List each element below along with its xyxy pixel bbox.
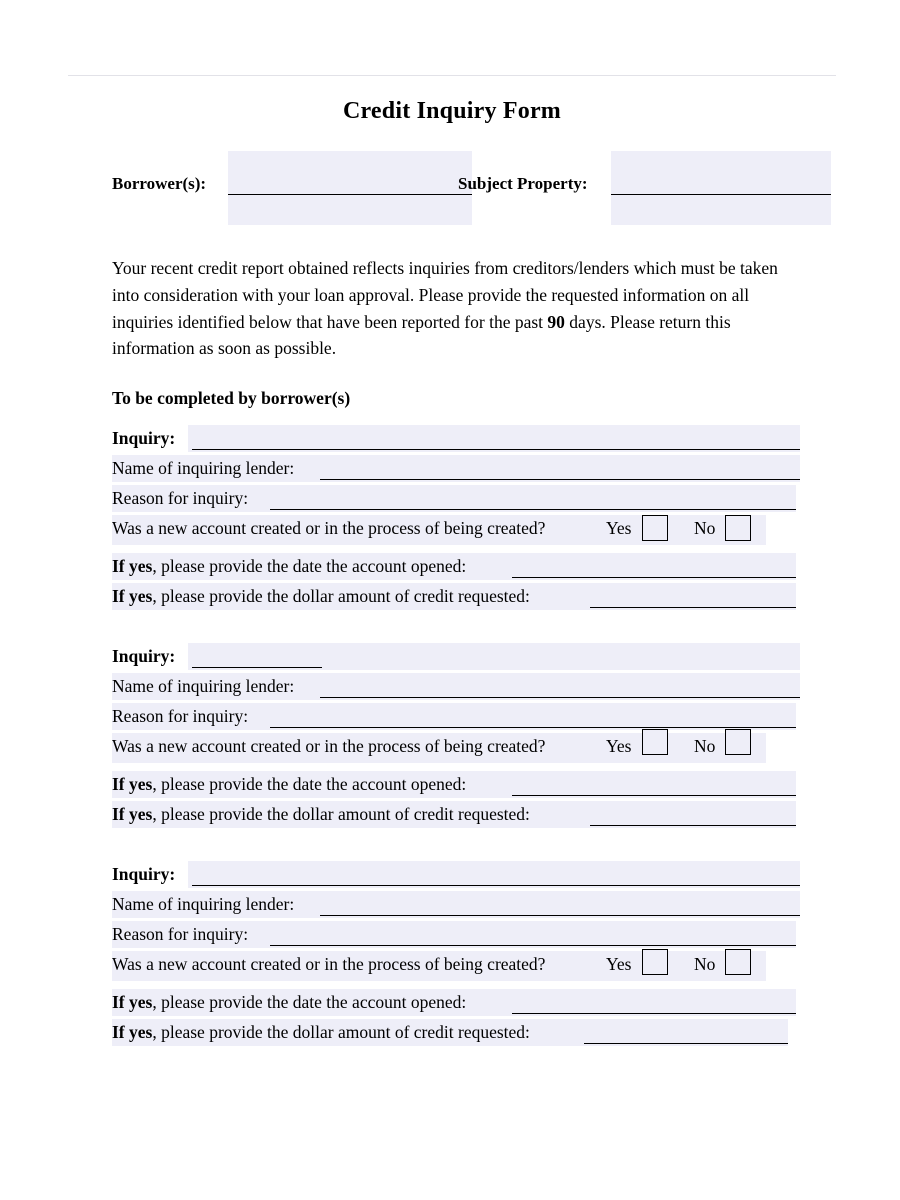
date-opened-row bbox=[112, 553, 836, 583]
if-yes-bold: If yes bbox=[112, 556, 153, 577]
page-title: Credit Inquiry Form bbox=[342, 98, 562, 124]
new-account-label: Was a new account created or in the process of being created? bbox=[112, 518, 546, 539]
if-yes-bold: If yes bbox=[112, 774, 153, 795]
inquiry-input-2[interactable] bbox=[188, 643, 800, 670]
inquiry-row bbox=[112, 425, 836, 455]
form-sheet bbox=[68, 75, 836, 1049]
date-opened-row bbox=[112, 771, 836, 801]
block-spacer bbox=[68, 831, 836, 845]
lender-row bbox=[112, 891, 836, 921]
no-label: No bbox=[694, 954, 716, 975]
reason-label: Reason for inquiry: bbox=[112, 706, 249, 727]
block-spacer bbox=[68, 613, 836, 627]
reason-underline bbox=[270, 945, 796, 946]
date-opened-text: , please provide the date the account opened: bbox=[152, 992, 467, 1013]
date-opened-underline bbox=[512, 577, 796, 578]
inquiry-input-3[interactable] bbox=[188, 861, 800, 888]
date-opened-underline bbox=[512, 1013, 796, 1014]
dollar-amount-row bbox=[112, 583, 836, 613]
header-fields-row bbox=[68, 151, 836, 229]
date-opened-label bbox=[112, 774, 466, 795]
inquiry-block-3 bbox=[68, 861, 836, 1049]
instructions-days: 90 bbox=[547, 311, 565, 332]
lender-label: Name of inquiring lender: bbox=[112, 458, 295, 479]
lender-underline bbox=[320, 479, 800, 480]
dollar-amount-label bbox=[112, 586, 530, 607]
lender-label: Name of inquiring lender: bbox=[112, 894, 295, 915]
lender-row bbox=[112, 455, 836, 485]
date-opened-underline bbox=[512, 795, 796, 796]
no-checkbox-2[interactable] bbox=[725, 729, 751, 755]
yes-label: Yes bbox=[606, 954, 632, 975]
instructions-part-1: Your recent credit report obtained reflects inquiries from creditors/lenders which must be taken into consideration with your loan approval. Please provide the requested information on all inquiries identified below that have been reported for the past bbox=[112, 258, 778, 332]
new-account-label: Was a new account created or in the process of being created? bbox=[112, 954, 546, 975]
date-opened-text: , please provide the date the account opened: bbox=[152, 556, 467, 577]
yes-checkbox-3[interactable] bbox=[642, 949, 668, 975]
no-label: No bbox=[694, 736, 716, 757]
lender-row bbox=[112, 673, 836, 703]
dollar-amount-row bbox=[112, 1019, 836, 1049]
instructions-part-2: days. Please return this information as soon as possible. bbox=[112, 311, 731, 359]
borrower-input[interactable] bbox=[228, 151, 472, 225]
dollar-amount-underline bbox=[590, 607, 796, 608]
inquiry-row bbox=[112, 643, 836, 673]
reason-row bbox=[112, 921, 836, 951]
dollar-amount-text: , please provide the dollar amount of credit requested: bbox=[152, 1022, 530, 1043]
new-account-row bbox=[112, 951, 836, 989]
reason-underline bbox=[270, 727, 796, 728]
yes-checkbox-1[interactable] bbox=[642, 515, 668, 541]
borrower-underline bbox=[228, 194, 472, 195]
date-opened-label bbox=[112, 556, 466, 577]
inquiry-row bbox=[112, 861, 836, 891]
inquiry-block-1 bbox=[68, 425, 836, 613]
subject-property-label: Subject Property: bbox=[458, 174, 588, 193]
lender-underline bbox=[320, 915, 800, 916]
inquiry-input-1[interactable] bbox=[188, 425, 800, 452]
dollar-amount-label bbox=[112, 1022, 530, 1043]
new-account-row bbox=[112, 733, 836, 771]
borrower-label: Borrower(s): bbox=[112, 174, 207, 193]
if-yes-bold: If yes bbox=[112, 586, 153, 607]
inquiry-label: Inquiry: bbox=[112, 646, 176, 667]
reason-row bbox=[112, 485, 836, 515]
dollar-amount-text: , please provide the dollar amount of credit requested: bbox=[152, 804, 530, 825]
if-yes-bold: If yes bbox=[112, 1022, 153, 1043]
no-checkbox-3[interactable] bbox=[725, 949, 751, 975]
subject-property-underline bbox=[611, 194, 831, 195]
new-account-label: Was a new account created or in the process of being created? bbox=[112, 736, 546, 757]
if-yes-bold: If yes bbox=[112, 804, 153, 825]
date-opened-label bbox=[112, 992, 466, 1013]
lender-underline bbox=[320, 697, 800, 698]
inquiry-underline bbox=[192, 667, 322, 668]
dollar-amount-underline bbox=[590, 825, 796, 826]
inquiry-label: Inquiry: bbox=[112, 428, 176, 449]
if-yes-bold: If yes bbox=[112, 992, 153, 1013]
dollar-amount-row bbox=[112, 801, 836, 831]
inquiry-underline bbox=[192, 449, 800, 450]
inquiry-underline bbox=[192, 885, 800, 886]
lender-label: Name of inquiring lender: bbox=[112, 676, 295, 697]
section-heading: To be completed by borrower(s) bbox=[112, 388, 351, 409]
date-opened-text: , please provide the date the account opened: bbox=[152, 774, 467, 795]
dollar-amount-label bbox=[112, 804, 530, 825]
yes-label: Yes bbox=[606, 736, 632, 757]
date-opened-row bbox=[112, 989, 836, 1019]
dollar-amount-text: , please provide the dollar amount of credit requested: bbox=[152, 586, 530, 607]
instructions-paragraph bbox=[112, 255, 792, 362]
reason-label: Reason for inquiry: bbox=[112, 924, 249, 945]
new-account-row bbox=[112, 515, 836, 553]
inquiry-block-2 bbox=[68, 643, 836, 831]
reason-label: Reason for inquiry: bbox=[112, 488, 249, 509]
reason-underline bbox=[270, 509, 796, 510]
inquiry-label: Inquiry: bbox=[112, 864, 176, 885]
subject-property-input[interactable] bbox=[611, 151, 831, 225]
yes-checkbox-2[interactable] bbox=[642, 729, 668, 755]
no-checkbox-1[interactable] bbox=[725, 515, 751, 541]
yes-label: Yes bbox=[606, 518, 632, 539]
no-label: No bbox=[694, 518, 716, 539]
dollar-amount-underline bbox=[584, 1043, 788, 1044]
